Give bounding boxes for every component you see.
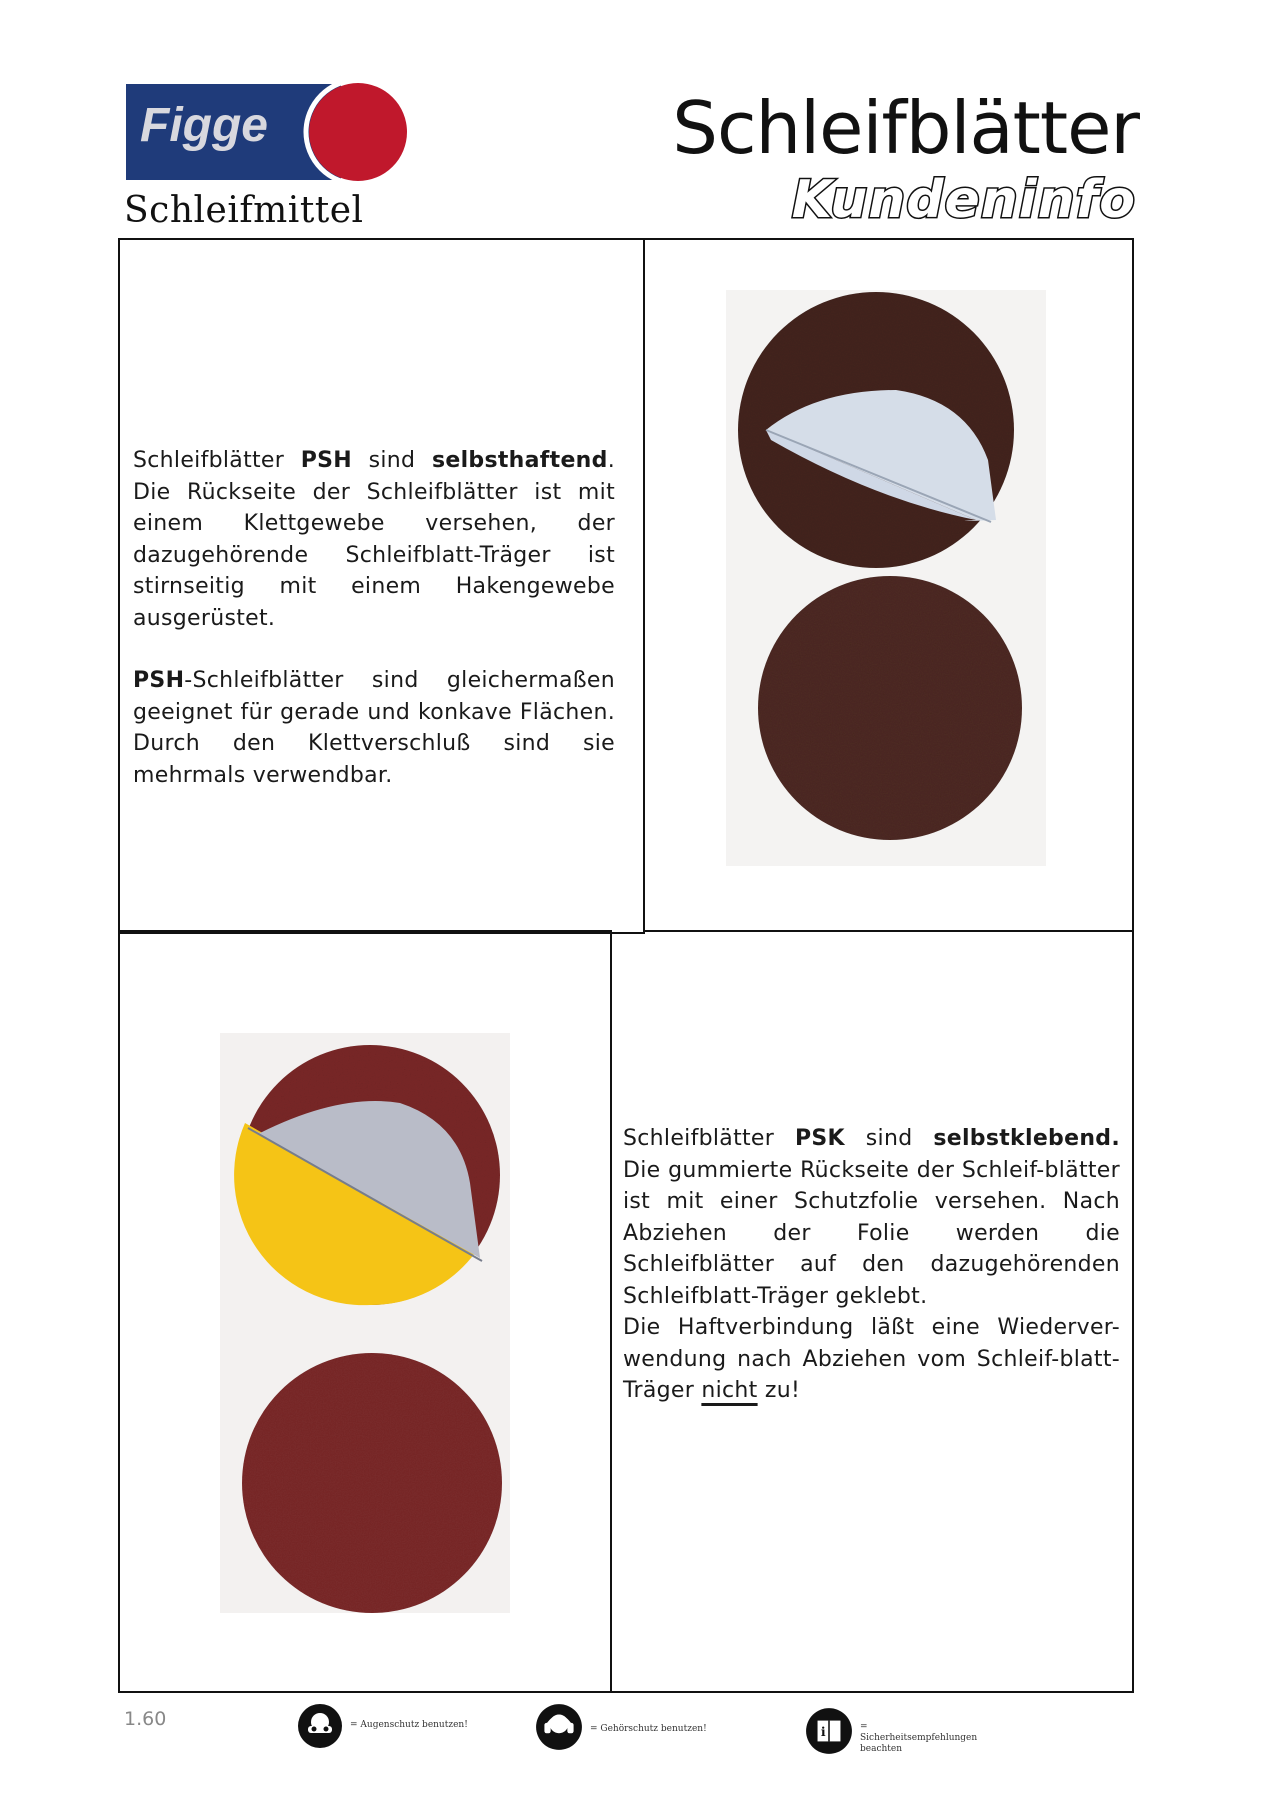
page-number: 1.60 (124, 1708, 167, 1730)
text-run: Die gummierte Rückseite der Schleif-blätter ist mit einer Schutzfolie versehen. Nach Abziehen der Folie werden die Schleifblätter auf den dazugehörenden Schleifblatt-Träger geklebt. (623, 1157, 1120, 1309)
safety-info-icon (804, 1706, 854, 1756)
safety-info-label-text: = Sicherheitsempfehlungen beachten (860, 1722, 978, 1754)
text-run: Die Haftverbindung läßt eine Wiederver-wendung nach Abziehen vom Schleif-blatt-Träger (623, 1315, 1120, 1403)
safety-info-label (860, 1722, 980, 1755)
text-run: selbsthaftend (431, 448, 608, 473)
psk-disc-photo (220, 1033, 510, 1613)
psh-disc-photo (726, 290, 1046, 866)
psh-description (133, 445, 615, 791)
text-run: PSK (794, 1126, 845, 1151)
text-run: PSH (300, 448, 353, 473)
psh-paragraph-2 (133, 665, 615, 791)
text-run: Schleifblätter (623, 1126, 795, 1151)
text-run: sind (352, 448, 432, 473)
psk-paragraph-2 (623, 1312, 1120, 1407)
eye-protection-icon (296, 1702, 344, 1750)
ear-protection-label: = Gehörschutz benutzen! (590, 1724, 707, 1734)
psh-paragraph-1 (133, 445, 615, 634)
text-run: PSH (133, 668, 185, 693)
text-run: . Die Rückseite der Schleifblätter ist mit einem Klettgewebe versehen, der dazugehörende Schleifblatt-Träger ist stirnseitig mit einem Hakengewebe ausgerüstet. (133, 448, 615, 631)
psk-paragraph-1 (623, 1123, 1120, 1312)
logo-text: Figge (140, 99, 268, 152)
text-run: nicht (701, 1378, 758, 1403)
text-run: sind (844, 1126, 934, 1151)
brand-subtitle: Schleifmittel (124, 190, 364, 231)
eye-protection-label: = Augenschutz benutzen! (350, 1720, 468, 1730)
text-run: Schleifblätter (133, 448, 301, 473)
psk-description (623, 1123, 1120, 1407)
text-run: -Schleifblätter sind gleichermaßen geeignet für gerade und konkave Flächen. Durch den Klettverschluß sind sie mehrmals verwendbar. (133, 668, 615, 788)
svg-text:i: i (820, 1724, 826, 1740)
text-run: selbstklebend. (933, 1126, 1120, 1151)
ear-protection-icon (534, 1702, 584, 1752)
text-run: zu! (757, 1378, 801, 1403)
page-subtitle: Kundeninfo (791, 170, 1136, 230)
page-title: Schleifblätter (672, 86, 1139, 170)
